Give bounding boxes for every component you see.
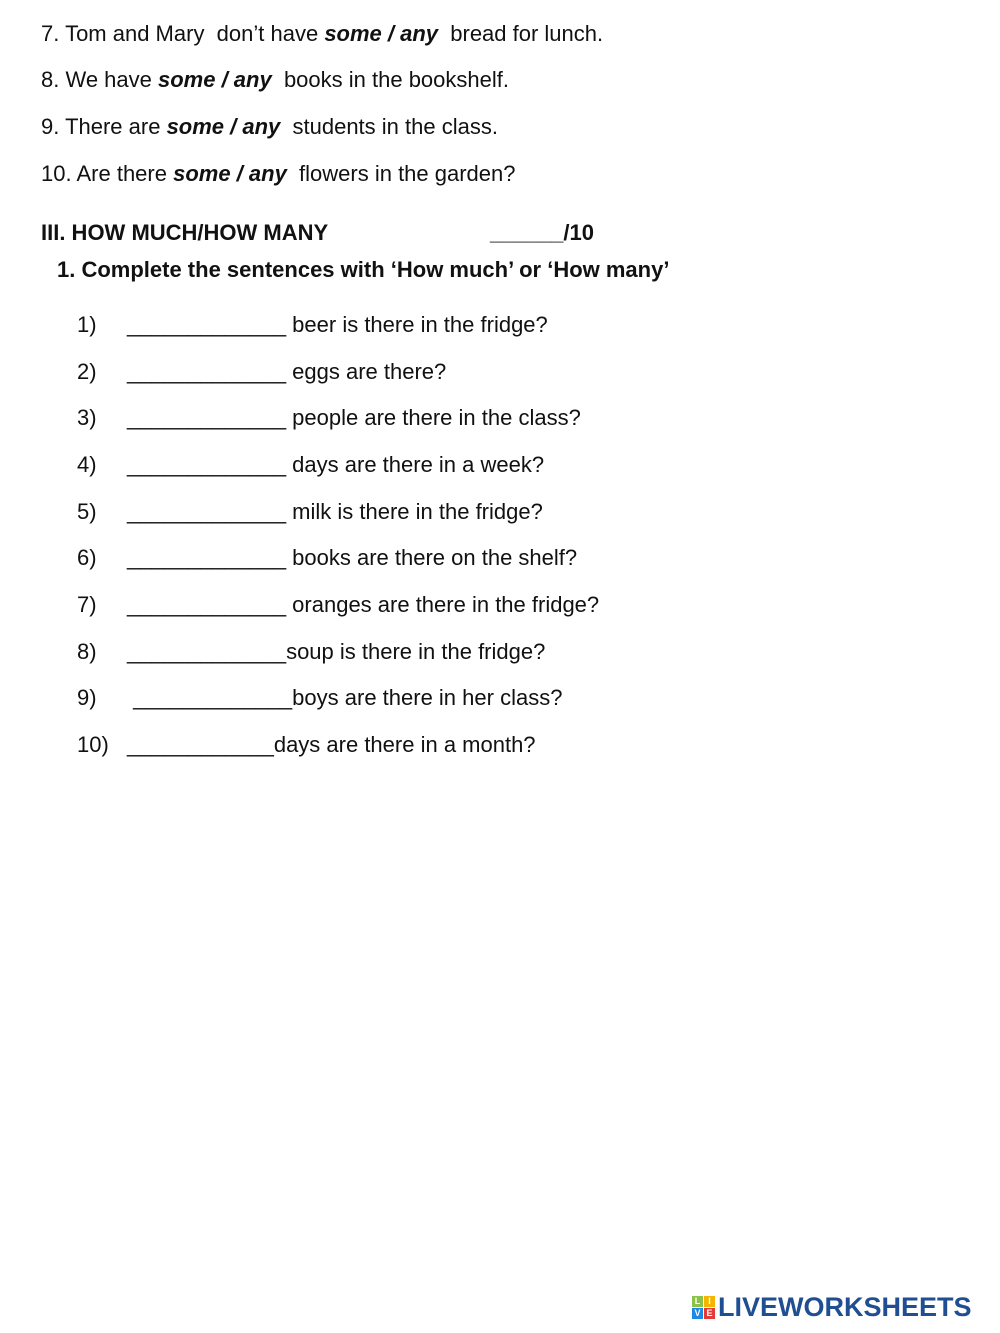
logo-text: LIVEWORKSHEETS bbox=[718, 1292, 972, 1322]
item-number: 4) bbox=[77, 452, 97, 477]
item-number: 6) bbox=[77, 545, 97, 570]
some-any-item-9 bbox=[41, 114, 498, 140]
answer-blank[interactable]: _____________ bbox=[127, 452, 293, 477]
answer-blank[interactable]: _____________ bbox=[127, 499, 293, 524]
logo-mark-cell: E bbox=[704, 1308, 715, 1319]
sentence-text: 7. Tom and Mary don’t have bbox=[41, 21, 325, 46]
item-text: eggs are there? bbox=[292, 359, 447, 384]
item-text: books are there on the shelf? bbox=[292, 545, 578, 570]
item-text: beer is there in the fridge? bbox=[292, 312, 548, 337]
item-text: days are there in a month? bbox=[273, 732, 536, 757]
item-number: 7) bbox=[77, 592, 97, 617]
sentence-text: bread for lunch. bbox=[438, 21, 604, 46]
logo-mark-cell: V bbox=[692, 1308, 703, 1319]
answer-blank[interactable]: _____________ bbox=[127, 545, 293, 570]
sentence-text: books in the bookshelf. bbox=[271, 67, 509, 92]
list-item bbox=[77, 685, 562, 711]
list-item bbox=[77, 452, 544, 478]
list-item bbox=[77, 405, 581, 431]
sentence-text: 8. We have bbox=[41, 67, 158, 92]
list-item bbox=[77, 592, 599, 618]
answer-blank[interactable]: ____________ bbox=[127, 732, 274, 757]
sentence-text: 10. Are there bbox=[41, 161, 174, 186]
answer-blank[interactable]: _____________ bbox=[127, 592, 293, 617]
list-item bbox=[77, 312, 548, 338]
sentence-text: flowers in the garden? bbox=[286, 161, 516, 186]
item-text: soup is there in the fridge? bbox=[286, 639, 546, 664]
item-number: 2) bbox=[77, 359, 97, 384]
answer-blank[interactable]: _____________ bbox=[127, 405, 293, 430]
item-text: people are there in the class? bbox=[292, 405, 581, 430]
answer-blank[interactable]: _____________ bbox=[127, 312, 293, 337]
item-number: 9) bbox=[77, 685, 97, 710]
item-text: days are there in a week? bbox=[292, 452, 545, 477]
logo-mark-cell: L bbox=[692, 1296, 703, 1307]
answer-blank[interactable]: _____________ bbox=[127, 639, 287, 664]
list-item bbox=[77, 545, 577, 571]
item-text: oranges are there in the fridge? bbox=[292, 592, 600, 617]
list-item bbox=[77, 639, 545, 665]
choice-text: some / any bbox=[158, 67, 272, 92]
some-any-item-7 bbox=[41, 21, 603, 47]
item-text: milk is there in the fridge? bbox=[292, 499, 543, 524]
choice-text: some / any bbox=[324, 21, 439, 46]
item-number: 8) bbox=[77, 639, 97, 664]
instruction: 1. Complete the sentences with ‘How much’ or ‘How many’ bbox=[57, 257, 670, 282]
item-number: 1) bbox=[77, 312, 97, 337]
item-number: 3) bbox=[77, 405, 97, 430]
list-item bbox=[77, 359, 446, 385]
sentence-text: students in the class. bbox=[280, 114, 498, 139]
section-title: III. HOW MUCH/HOW MANY bbox=[41, 220, 329, 245]
item-number: 10) bbox=[77, 732, 109, 757]
logo-mark-cell: I bbox=[704, 1296, 715, 1307]
logo-mark-icon bbox=[692, 1296, 715, 1319]
list-item bbox=[77, 499, 543, 525]
list-item bbox=[77, 732, 536, 758]
choice-text: some / any bbox=[166, 114, 281, 139]
answer-blank[interactable]: _____________ bbox=[127, 359, 293, 384]
some-any-item-8 bbox=[41, 67, 509, 93]
liveworksheets-logo bbox=[692, 1292, 972, 1322]
item-number: 5) bbox=[77, 499, 97, 524]
some-any-item-10 bbox=[41, 161, 516, 187]
item-text: boys are there in her class? bbox=[292, 685, 563, 710]
answer-blank[interactable]: _____________ bbox=[127, 685, 293, 710]
score-field: ______/10 bbox=[490, 220, 594, 245]
sentence-text: 9. There are bbox=[41, 114, 167, 139]
choice-text: some / any bbox=[173, 161, 287, 186]
